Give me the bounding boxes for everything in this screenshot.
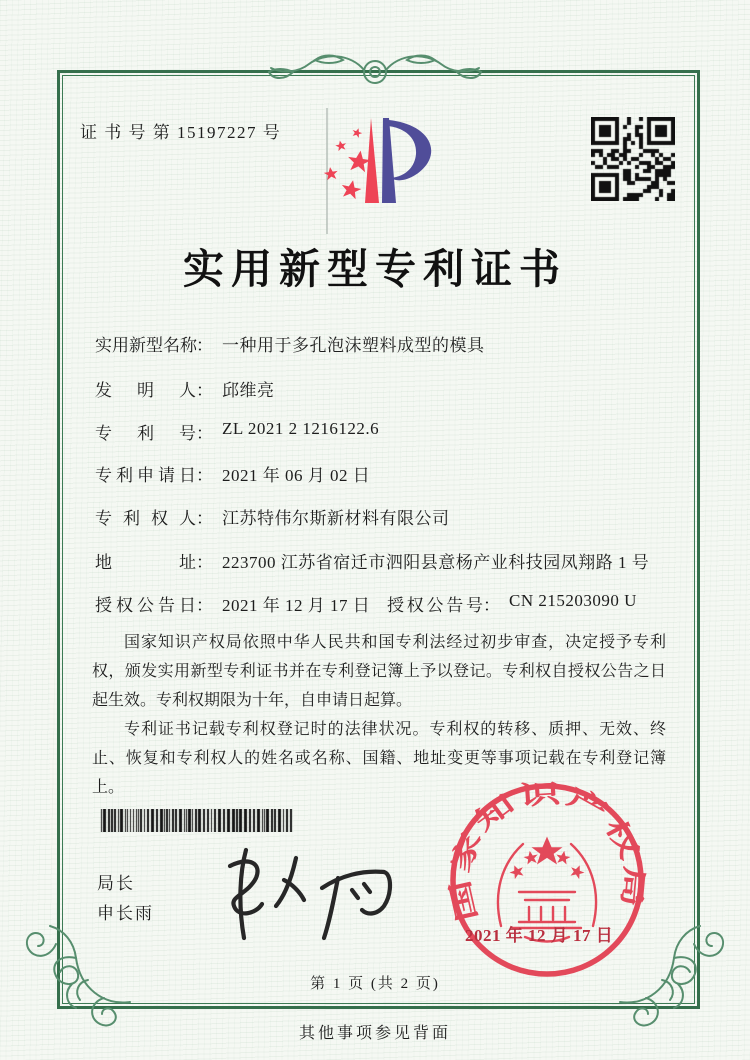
field-value: 2021 年 06 月 02 日 <box>222 466 371 485</box>
field-row-patent-number <box>95 419 680 443</box>
cnipa-logo-icon <box>303 106 453 236</box>
field-row-patentee <box>95 504 680 528</box>
field-colon: ： <box>196 553 213 572</box>
field-label: 授权公告号 <box>387 596 483 615</box>
legal-text <box>92 628 666 802</box>
field-row-address <box>95 548 680 572</box>
field-colon: ： <box>196 381 213 400</box>
field-row-inventor <box>95 376 680 400</box>
seal-text: 国家知识产权局 <box>445 780 649 924</box>
seal-national-emblem <box>508 837 587 881</box>
field-row-grant-date <box>95 591 680 615</box>
field-value: 江苏特伟尔斯新材料有限公司 <box>222 509 450 528</box>
field-label: 专利号 <box>95 424 196 443</box>
field-colon: ： <box>483 596 500 615</box>
field-label: 专利权人 <box>95 509 196 528</box>
field-label: 实用新型名称 <box>95 336 197 355</box>
field-row-filing-date <box>95 461 680 485</box>
grant-publication-number <box>387 591 637 616</box>
legal-paragraph-1: 国家知识产权局依照中华人民共和国专利法经过初步审查，决定授予专利权，颁发实用新型专利证书并在专利登记簿上予以登记。专利权自授权公告之日起生效。专利权期限为十年，自申请日起算。 <box>92 634 666 709</box>
field-colon: ： <box>196 466 213 485</box>
field-label: 地址 <box>95 553 196 572</box>
field-row-name <box>95 331 680 355</box>
field-label: 发明人 <box>95 381 196 400</box>
field-colon: ： <box>196 509 213 528</box>
barcode-icon <box>100 809 296 832</box>
field-value: 一种用于多孔泡沫塑料成型的模具 <box>222 336 485 355</box>
field-value: ZL 2021 2 1216122.6 <box>222 419 380 438</box>
field-value: 223700 江苏省宿迁市泗阳县意杨产业科技园凤翔路 1 号 <box>222 553 650 572</box>
commissioner-name: 申长雨 <box>97 904 154 923</box>
field-colon: ： <box>196 596 213 615</box>
field-label: 授权公告日 <box>95 596 196 615</box>
qr-code-icon <box>591 117 675 201</box>
field-colon: ： <box>196 424 213 443</box>
official-seal-icon <box>447 780 647 980</box>
field-value: CN 215203090 U <box>509 591 637 610</box>
field-value: 邱维亮 <box>222 381 275 400</box>
field-value: 2021 年 12 月 17 日 <box>222 596 371 615</box>
handwritten-signature-icon <box>195 838 405 943</box>
certificate-number: 证 书 号 第 15197227 号 <box>80 123 282 142</box>
commissioner-title: 局长 <box>97 874 135 893</box>
field-label: 专利申请日 <box>95 466 196 485</box>
page-number: 第 1 页 (共 2 页) <box>310 976 440 992</box>
top-center-ornament <box>263 46 487 92</box>
field-colon: ： <box>196 336 213 355</box>
seal-date: 2021 年 12 月 17 日 <box>465 926 614 945</box>
certificate-title: 实用新型专利证书 <box>183 246 567 292</box>
legal-paragraph-2: 专利证书记载专利权登记时的法律状况。专利权的转移、质押、无效、终止、恢复和专利权人的姓名或名称、国籍、地址变更等事项记载在专利登记簿上。 <box>92 721 666 796</box>
footer-note: 其他事项参见背面 <box>298 1025 451 1042</box>
